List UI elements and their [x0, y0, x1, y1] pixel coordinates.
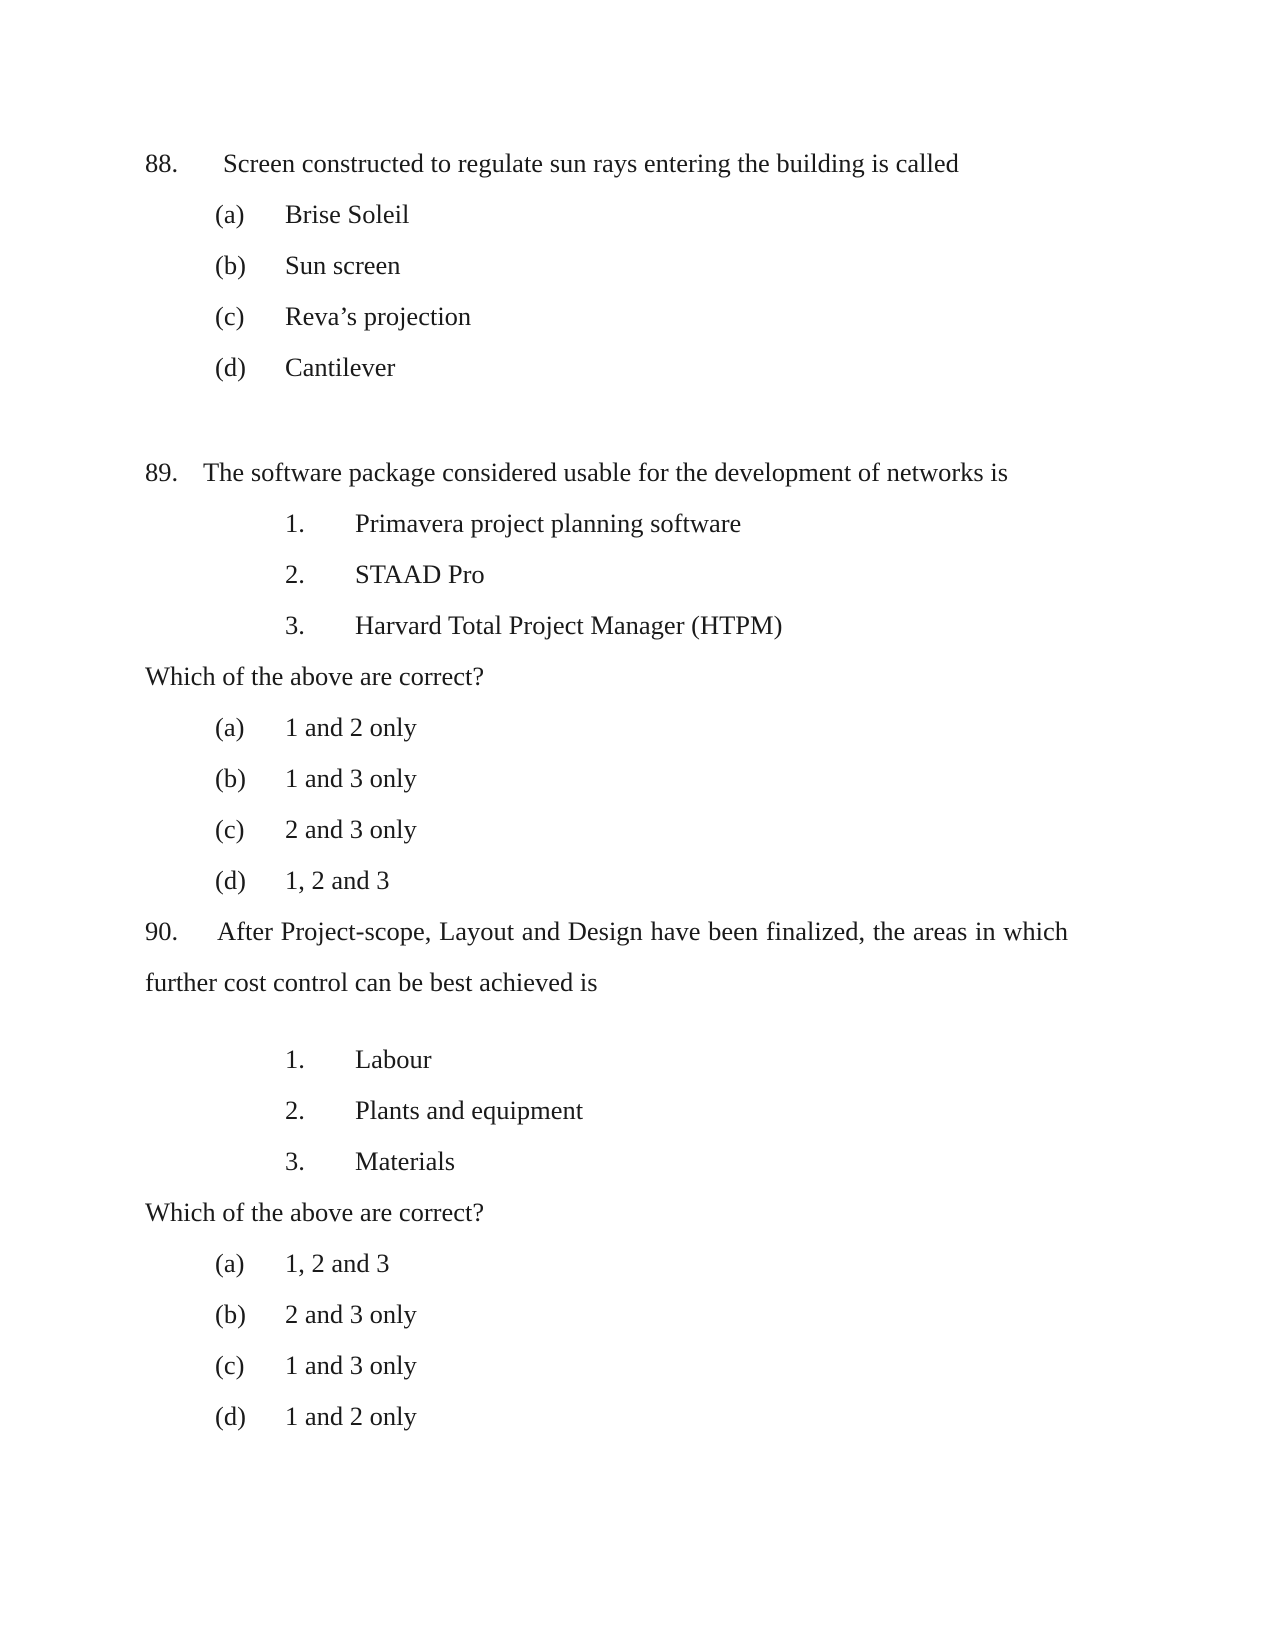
question-stem-89 — [145, 447, 1068, 498]
question-number-90: 90. — [145, 916, 179, 946]
prompt-89: Which of the above are correct? — [145, 661, 485, 691]
question-stem-88 — [145, 138, 1068, 189]
option-text-90-c: 1 and 3 only — [285, 1350, 417, 1380]
option-90-b[interactable] — [145, 1289, 1068, 1340]
option-text-89-a: 1 and 2 only — [285, 712, 417, 742]
subitem-89-3 — [145, 600, 1068, 651]
option-label-90-d: (d) — [215, 1401, 246, 1431]
subitem-89-1 — [145, 498, 1068, 549]
option-label-88-b: (b) — [215, 250, 246, 280]
option-label-88-a: (a) — [215, 199, 245, 229]
question-text-88: Screen constructed to regulate sun rays entering the building is called — [223, 148, 959, 178]
option-label-89-c: (c) — [215, 814, 245, 844]
subitems-list-90 — [145, 1034, 1068, 1187]
subitem-text-90-1: Labour — [355, 1044, 432, 1074]
option-label-89-b: (b) — [215, 763, 246, 793]
question-block-90 — [145, 906, 1068, 1442]
option-88-c[interactable] — [145, 291, 1068, 342]
option-90-a[interactable] — [145, 1238, 1068, 1289]
option-text-88-d: Cantilever — [285, 352, 396, 382]
option-label-89-d: (d) — [215, 865, 246, 895]
subitem-text-89-2: STAAD Pro — [355, 559, 485, 589]
option-label-90-b: (b) — [215, 1299, 246, 1329]
option-text-90-d: 1 and 2 only — [285, 1401, 417, 1431]
subitem-90-3 — [145, 1136, 1068, 1187]
subitem-number-90-3: 3. — [285, 1146, 305, 1176]
subitem-text-89-3: Harvard Total Project Manager (HTPM) — [355, 610, 783, 640]
option-88-b[interactable] — [145, 240, 1068, 291]
option-label-89-a: (a) — [215, 712, 245, 742]
subitem-number-89-1: 1. — [285, 508, 305, 538]
options-list-89 — [145, 702, 1068, 906]
subitem-90-2 — [145, 1085, 1068, 1136]
option-88-a[interactable] — [145, 189, 1068, 240]
question-block-88 — [145, 138, 1068, 393]
option-89-d[interactable] — [145, 855, 1068, 906]
subitem-text-90-2: Plants and equipment — [355, 1095, 584, 1125]
options-list-88 — [145, 189, 1068, 393]
block-spacer-88-89 — [145, 393, 1068, 447]
option-text-90-a: 1, 2 and 3 — [285, 1248, 390, 1278]
question-number-88: 88. — [145, 148, 179, 178]
subitem-text-90-3: Materials — [355, 1146, 456, 1176]
subitem-text-89-1: Primavera project planning software — [355, 508, 742, 538]
option-89-a[interactable] — [145, 702, 1068, 753]
option-text-89-c: 2 and 3 only — [285, 814, 417, 844]
question-number-89: 89. — [145, 457, 179, 487]
subitem-number-89-3: 3. — [285, 610, 305, 640]
question-block-89 — [145, 447, 1068, 906]
option-89-c[interactable] — [145, 804, 1068, 855]
subitem-89-2 — [145, 549, 1068, 600]
option-text-89-b: 1 and 3 only — [285, 763, 417, 793]
question-content-column — [145, 138, 1068, 1442]
subitem-number-90-1: 1. — [285, 1044, 305, 1074]
option-text-89-d: 1, 2 and 3 — [285, 865, 390, 895]
option-label-90-a: (a) — [215, 1248, 245, 1278]
options-list-90 — [145, 1238, 1068, 1442]
option-label-90-c: (c) — [215, 1350, 245, 1380]
option-text-90-b: 2 and 3 only — [285, 1299, 417, 1329]
option-89-b[interactable] — [145, 753, 1068, 804]
subitem-number-90-2: 2. — [285, 1095, 305, 1125]
option-text-88-a: Brise Soleil — [285, 199, 410, 229]
question-text-90: After Project-scope, Layout and Design have been finalized, the areas in which further cost control can be best achieved is — [145, 916, 1068, 997]
option-90-c[interactable] — [145, 1340, 1068, 1391]
option-label-88-c: (c) — [215, 301, 245, 331]
option-label-88-d: (d) — [215, 352, 246, 382]
option-88-d[interactable] — [145, 342, 1068, 393]
subitem-90-1 — [145, 1034, 1068, 1085]
option-90-d[interactable] — [145, 1391, 1068, 1442]
question-text-89: The software package considered usable for the development of networks is — [203, 457, 1009, 487]
option-text-88-c: Reva’s projection — [285, 301, 472, 331]
stem-subitems-spacer-90 — [145, 1008, 1068, 1034]
subitem-number-89-2: 2. — [285, 559, 305, 589]
prompt-90: Which of the above are correct? — [145, 1197, 485, 1227]
question-stem-90 — [145, 906, 1068, 1008]
option-text-88-b: Sun screen — [285, 250, 401, 280]
subitems-list-89 — [145, 498, 1068, 651]
